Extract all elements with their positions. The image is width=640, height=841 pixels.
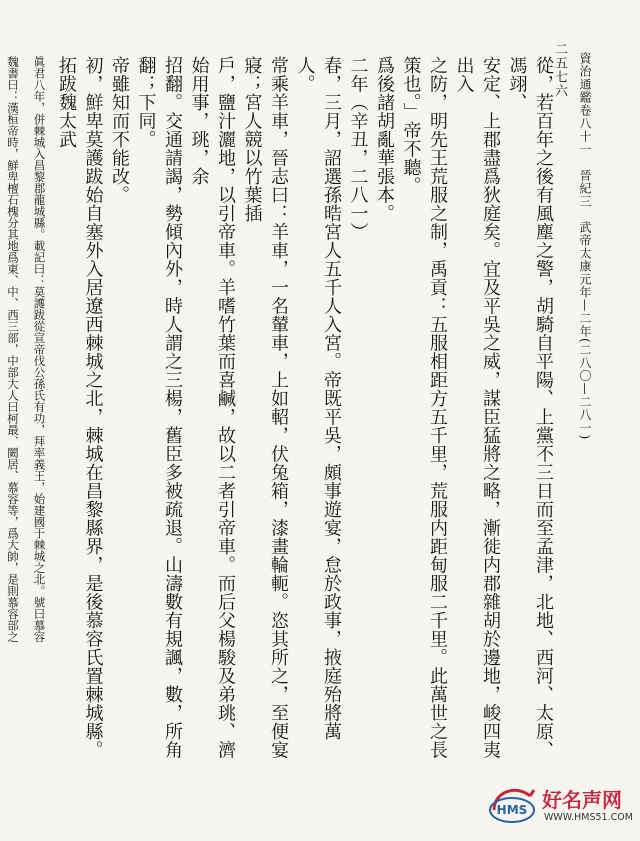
vertical-text-body xyxy=(6,56,556,766)
page-number: 二五七六 xyxy=(552,42,567,98)
annotation-column: 眞君八年，併棘城入昌黎郡龍城縣。載記曰：莫護跋從宣帝伐公孫氏有功，拜率義王，始建國于棘城之北。號曰慕容 xyxy=(32,56,47,643)
text-column: 之防，明先王荒服之制，禹貢：五服相距方五千里，荒服内距甸服二千里。此萬世之長策也。」帝不聽。 xyxy=(400,56,448,759)
text-column: 安定、上郡盡爲狄庭矣。宜及平吳之威，謀臣猛將之略，漸徙内郡雜胡於邊地，峻四夷出入 xyxy=(453,56,501,759)
text-column: 常乘羊車，晉志曰：羊車，一名輦車，上如軺，伏兔箱，漆畫輪軛。恣其所之，至便宴寢；宮人競以竹葉插 xyxy=(241,56,289,759)
watermark-url: WWW.HMS51.COM xyxy=(544,812,633,823)
book-title-header: 資治通鑑卷八十一 晉紀三 武帝太康元年—二年(二八〇—二八一) xyxy=(578,52,592,441)
annotation-column: 魏書曰：漢桓帝時，鮮卑檀石槐分其地爲東、中、西三部，中部大人曰柯最、闕居、慕容等，爲大帥，是則慕容部之 xyxy=(6,56,20,643)
hms-logo-icon xyxy=(486,780,538,828)
text-column: 春，三月，詔選孫晧宮人五千人入宮。帝既平吳，頗事遊宴，怠於政事，掖庭殆將萬人。 xyxy=(294,56,342,741)
text-column: 戶，鹽汁灑地，以引帝車。羊嗜竹葉而喜鹹，故以二者引帝車。而后父楊駿及弟珧、濟始用事，珧，余 xyxy=(188,56,236,759)
text-column: 爲後諸胡亂華張本。 xyxy=(374,56,395,223)
text-column: 從，若百年之後有風塵之警，胡騎自平陽、上黨不三日而至孟津，北地、西河、太原、馮翊、 xyxy=(506,56,554,759)
watermark xyxy=(486,780,636,834)
text-column: 二年（辛丑，二八一） xyxy=(347,56,369,241)
text-column: 帝雖知而不能改。 xyxy=(109,56,130,204)
text-column: 招翻。交通請謁，勢傾內外，時人謂之三楊，舊臣多被疏退。山濤數有規諷，數，所角翻；下同。 xyxy=(135,56,183,759)
text-column: 初，鮮卑莫護跋始自塞外入居遼西棘城之北，棘城在昌黎縣界，是後慕容氏置棘城縣。拓跋魏太武 xyxy=(56,56,104,759)
svg-text:HMS: HMS xyxy=(496,803,528,817)
watermark-site-name: 好名声网 xyxy=(542,788,622,812)
